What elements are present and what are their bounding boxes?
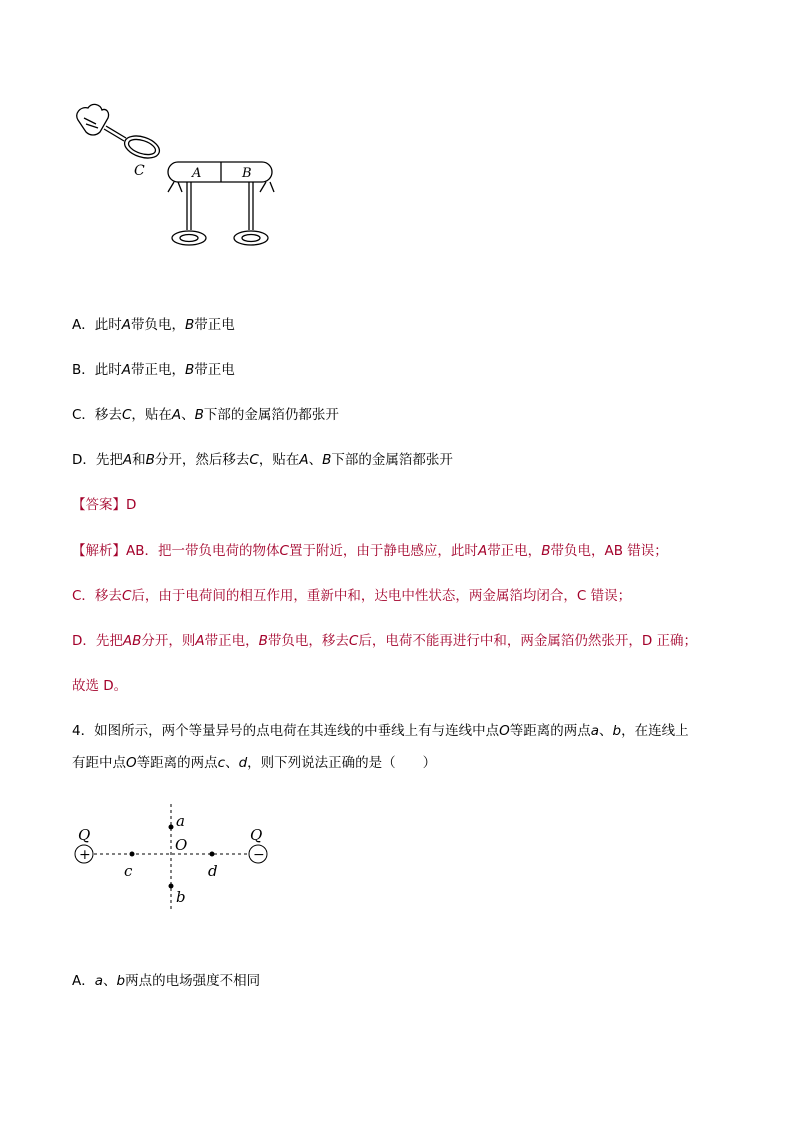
analysis-line-2: C．移去C后，由于电荷间的相互作用，重新中和，达电中性状态，两金属箔均闭合，C 错误； (72, 588, 632, 604)
point-b (169, 884, 174, 889)
label-o: O (175, 836, 188, 854)
plus-sign: + (79, 847, 91, 863)
label-a: a (176, 812, 185, 830)
option-c: C．移去C，贴在A、B下部的金属箔仍都张开 (72, 407, 339, 423)
q4-stem-line-1: 4．如图所示，两个等量异号的点电荷在其连线的中垂线上有与连线中点O等距离的两点a、b，在连线上 (72, 723, 689, 739)
analysis-line-4: 故选 D。 (72, 678, 128, 694)
point-d (210, 852, 215, 857)
label-a: A (192, 166, 202, 181)
q4-option-a: A．a、b两点的电场强度不相同 (72, 973, 261, 989)
charges-figure (70, 800, 280, 912)
option-d: D．先把A和B分开，然后移去C，贴在A、B下部的金属箔都张开 (72, 452, 453, 468)
label-d: d (208, 862, 218, 880)
label-b: b (176, 888, 186, 906)
q4-stem-line-2: 有距中点O等距离的两点c、d，则下列说法正确的是（ ） (72, 755, 437, 771)
point-a (169, 825, 174, 830)
hand-icon (77, 104, 109, 135)
label-c: C (134, 163, 145, 179)
analysis-line-1: 【解析】AB．把一带负电荷的物体C置于附近，由于静电感应，此时A带正电，B带负电，AB 错误； (72, 543, 668, 559)
label-q-right: Q (250, 826, 263, 844)
minus-sign: − (253, 847, 265, 863)
option-a: A．此时A带负电，B带正电 (72, 317, 235, 333)
answer: 【答案】D (72, 497, 137, 513)
option-b: B．此时A带正电，B带正电 (72, 362, 235, 378)
label-b: B (242, 166, 252, 181)
charged-ring (122, 132, 162, 162)
conductor-ab (168, 162, 272, 182)
label-c: c (124, 862, 133, 880)
label-q-left: Q (78, 826, 91, 844)
induction-figure (70, 98, 300, 258)
analysis-line-3: D．先把AB分开，则A带正电，B带负电，移去C后，电荷不能再进行中和，两金属箔仍然张开，D 正确； (72, 633, 698, 649)
point-c (130, 852, 135, 857)
